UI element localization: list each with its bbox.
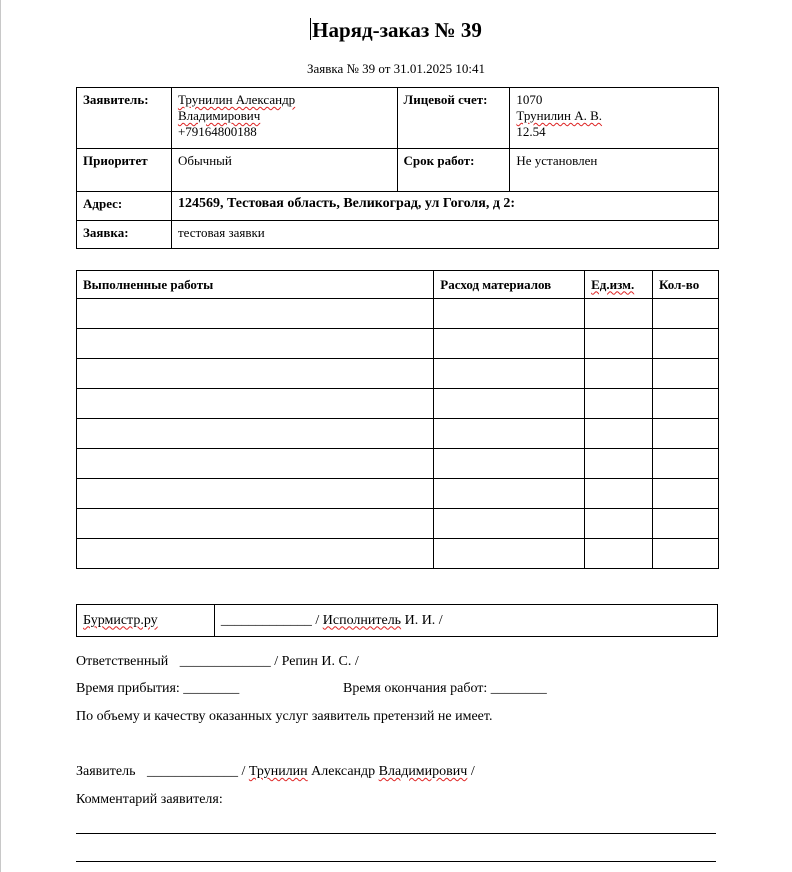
applicant-sign-surname: Трунилин bbox=[248, 764, 308, 779]
unit-cell[interactable] bbox=[585, 419, 653, 449]
quantity-cell[interactable] bbox=[653, 479, 719, 509]
work-cell[interactable] bbox=[77, 329, 434, 359]
work-cell[interactable] bbox=[77, 389, 434, 419]
quantity-cell[interactable] bbox=[653, 389, 719, 419]
applicant-name-line2: Владимирович bbox=[177, 108, 261, 123]
account-sub: 12.54 bbox=[516, 124, 546, 139]
company-cell bbox=[77, 605, 215, 637]
comment-label: Комментарий заявителя: bbox=[76, 792, 223, 807]
request-value: тестовая заявки bbox=[171, 221, 718, 249]
quantity-cell[interactable] bbox=[653, 509, 719, 539]
responsible-label: Ответственный bbox=[76, 654, 169, 669]
applicant-sign-line bbox=[76, 764, 475, 780]
quantity-cell[interactable] bbox=[653, 329, 719, 359]
account-cell bbox=[510, 88, 719, 149]
comment-line-2[interactable] bbox=[76, 861, 716, 862]
document-subtitle: Заявка № 39 от 31.01.2025 10:41 bbox=[306, 61, 486, 76]
info-row-address bbox=[77, 192, 719, 221]
material-cell[interactable] bbox=[434, 449, 585, 479]
applicant-sign-label: Заявитель bbox=[76, 764, 136, 779]
address-value: 124569, Тестовая область, Великоград, ул Гоголя, д 2: bbox=[171, 192, 718, 221]
applicant-sign-prefix: / bbox=[237, 764, 249, 779]
work-cell[interactable] bbox=[77, 539, 434, 569]
material-cell[interactable] bbox=[434, 389, 585, 419]
info-row-applicant bbox=[77, 88, 719, 149]
unit-col-header bbox=[585, 271, 653, 299]
account-label: Лицевой счет: bbox=[397, 88, 510, 149]
quantity-cell[interactable] bbox=[653, 539, 719, 569]
priority-label: Приоритет bbox=[77, 149, 172, 192]
work-cell[interactable] bbox=[77, 299, 434, 329]
unit-cell[interactable] bbox=[585, 449, 653, 479]
works-table-row bbox=[77, 329, 719, 359]
executor-word: Исполнитель bbox=[322, 612, 402, 628]
info-row-request bbox=[77, 221, 719, 249]
unit-col-header-text: Ед.изм. bbox=[591, 276, 635, 292]
works-table-row bbox=[77, 539, 719, 569]
unit-cell[interactable] bbox=[585, 509, 653, 539]
work-cell[interactable] bbox=[77, 359, 434, 389]
works-table-row bbox=[77, 509, 719, 539]
materials-col-header: Расход материалов bbox=[434, 271, 585, 299]
quantity-cell[interactable] bbox=[653, 359, 719, 389]
material-cell[interactable] bbox=[434, 419, 585, 449]
responsible-line bbox=[76, 654, 359, 670]
unit-cell[interactable] bbox=[585, 539, 653, 569]
signature-row bbox=[77, 605, 718, 637]
material-cell[interactable] bbox=[434, 479, 585, 509]
applicant-sign-patronymic: Владимирович bbox=[378, 764, 468, 779]
works-col-header: Выполненные работы bbox=[77, 271, 434, 299]
applicant-sign-suffix: / bbox=[467, 764, 475, 779]
company-name: Бурмистр.ру bbox=[83, 612, 158, 628]
work-cell[interactable] bbox=[77, 479, 434, 509]
deadline-value: Не установлен bbox=[510, 149, 719, 192]
work-cell[interactable] bbox=[77, 419, 434, 449]
document-title bbox=[0, 18, 792, 43]
unit-cell[interactable] bbox=[585, 359, 653, 389]
works-header-row bbox=[77, 271, 719, 299]
responsible-name: / Репин И. С. / bbox=[270, 654, 359, 669]
works-table-row bbox=[77, 359, 719, 389]
works-table-row bbox=[77, 419, 719, 449]
quantity-cell[interactable] bbox=[653, 299, 719, 329]
title-text: Наряд-заказ № 39 bbox=[312, 18, 482, 42]
unit-cell[interactable] bbox=[585, 479, 653, 509]
works-table bbox=[76, 270, 719, 569]
work-cell[interactable] bbox=[77, 509, 434, 539]
priority-value: Обычный bbox=[171, 149, 397, 192]
works-table-row bbox=[77, 389, 719, 419]
applicant-sign-first: Александр bbox=[311, 764, 376, 779]
works-table-row bbox=[77, 479, 719, 509]
executor-signature-blank[interactable]: _____________ bbox=[220, 612, 312, 628]
unit-cell[interactable] bbox=[585, 389, 653, 419]
applicant-name-line1: Трунилин Александр bbox=[177, 92, 296, 107]
executor-rest: И. И. / bbox=[401, 612, 443, 628]
works-table-row bbox=[77, 299, 719, 329]
applicant-signature-blank[interactable]: _____________ bbox=[146, 764, 238, 779]
applicant-cell bbox=[171, 88, 397, 149]
comment-line-1[interactable] bbox=[76, 833, 716, 834]
works-table-body bbox=[77, 299, 719, 569]
material-cell[interactable] bbox=[434, 299, 585, 329]
claims-statement: По объему и качеству оказанных услуг заявитель претензий не имеет. bbox=[76, 709, 493, 724]
account-owner: Трунилин А. В. bbox=[516, 108, 603, 123]
address-label: Адрес: bbox=[77, 192, 172, 221]
quantity-cell[interactable] bbox=[653, 449, 719, 479]
text-cursor bbox=[310, 18, 311, 40]
applicant-phone: +79164800188 bbox=[177, 124, 257, 139]
signature-box bbox=[76, 604, 718, 637]
unit-cell[interactable] bbox=[585, 299, 653, 329]
responsible-signature-blank[interactable]: _____________ bbox=[179, 654, 271, 669]
info-row-priority bbox=[77, 149, 719, 192]
works-table-row bbox=[77, 449, 719, 479]
material-cell[interactable] bbox=[434, 329, 585, 359]
material-cell[interactable] bbox=[434, 539, 585, 569]
request-label: Заявка: bbox=[77, 221, 172, 249]
material-cell[interactable] bbox=[434, 359, 585, 389]
unit-cell[interactable] bbox=[585, 329, 653, 359]
material-cell[interactable] bbox=[434, 509, 585, 539]
arrival-time[interactable]: Время прибытия: ________ bbox=[76, 681, 240, 696]
page-left-edge bbox=[0, 0, 1, 872]
info-table bbox=[76, 87, 719, 249]
deadline-label: Срок работ: bbox=[397, 149, 510, 192]
executor-prefix: / bbox=[311, 612, 323, 628]
executor-cell bbox=[214, 605, 717, 637]
quantity-cell[interactable] bbox=[653, 419, 719, 449]
work-cell[interactable] bbox=[77, 449, 434, 479]
quantity-col-header: Кол-во bbox=[653, 271, 719, 299]
finish-time[interactable]: Время окончания работ: ________ bbox=[343, 681, 547, 696]
applicant-label: Заявитель: bbox=[77, 88, 172, 149]
account-number: 1070 bbox=[516, 92, 543, 107]
